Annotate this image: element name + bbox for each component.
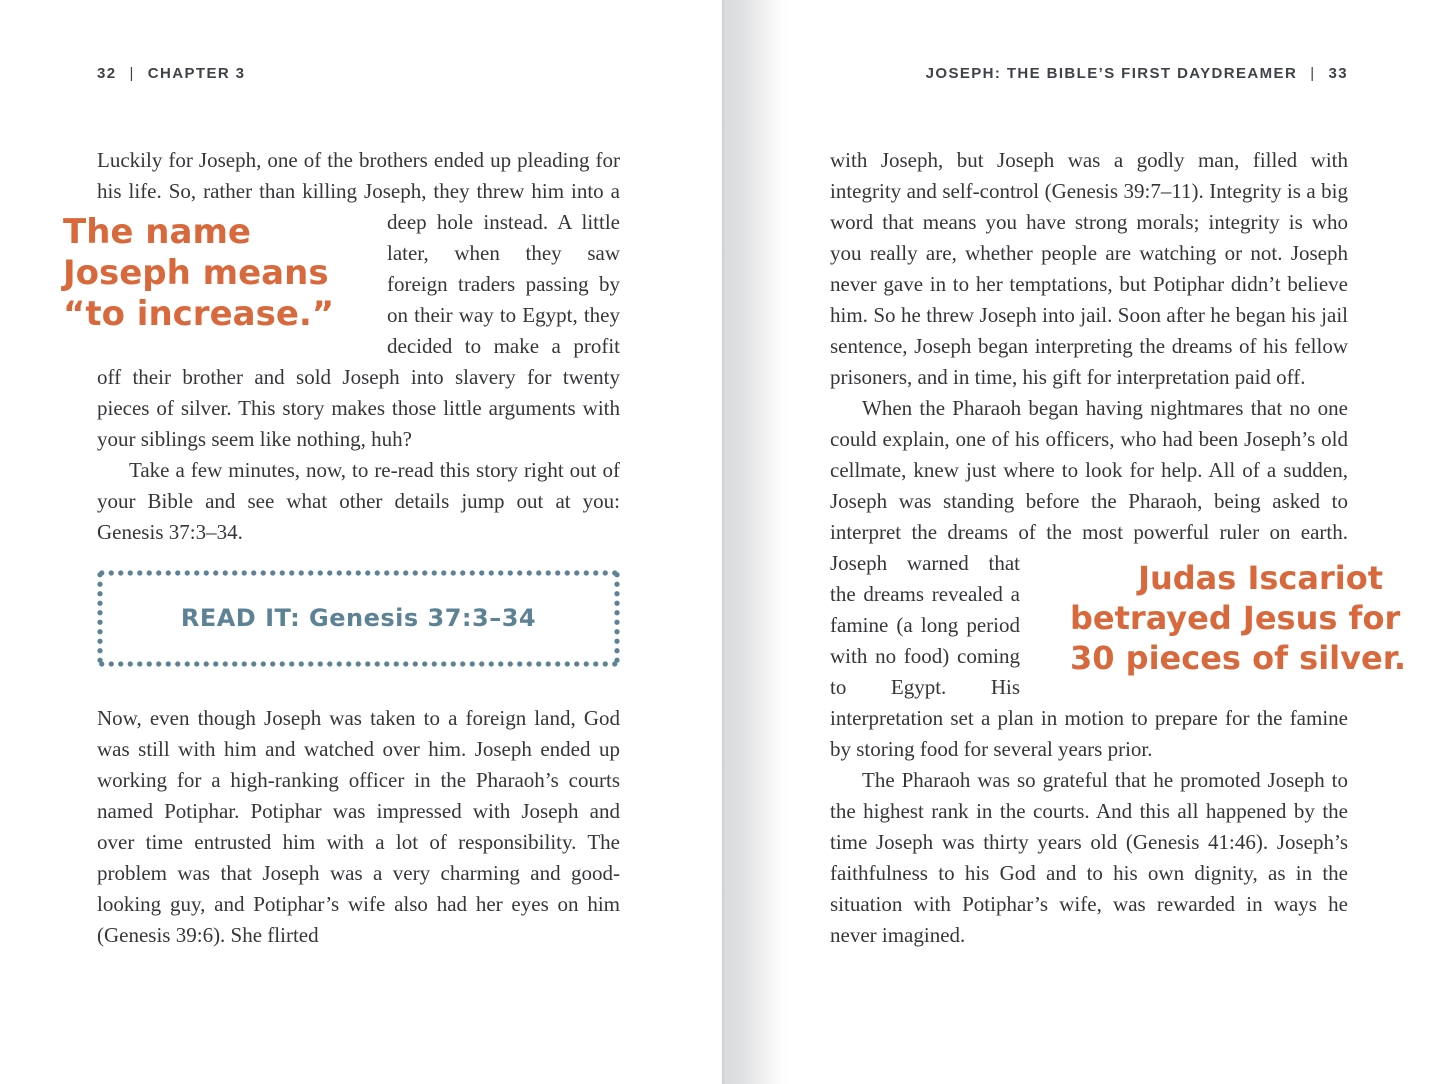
right-paragraph-2-before: When the Pharaoh began having nightmares that no one could explain, one of his officers, who had been Joseph’s old cellmate, knew just where to look for help. All of a sudden, Joseph was standing before the Pharaoh, being asked to interpret the dreams of the most powerful: [830, 396, 1348, 544]
pullquote-line: Joseph means: [63, 253, 329, 293]
right-paragraph-2-after: ruler on earth. Joseph warned that the dreams revealed a famine (a long period with no food) coming to Egypt. His interpretation set a plan in motion to prepare for the famine by storing food for several years prior.: [830, 520, 1348, 761]
pullquote-line: betrayed Jesus for: [1070, 599, 1401, 637]
right-paragraph-3: The Pharaoh was so grateful that he promoted Joseph to the highest rank in the courts. And this all happened by the time Joseph was thirty years old (Genesis 41:46). Joseph’s faithfulness to his God and to his own dignity, as in the situation with Potiphar’s wife, was rewarded in ways he never imagined.: [830, 768, 1348, 947]
header-separator: |: [129, 65, 135, 82]
read-it-label: READ IT: Genesis 37:3–34: [180, 604, 537, 632]
right-paragraph-1: with Joseph, but Joseph was a godly man, filled with integrity and self-control (Genesis 39:7–11). Integrity is a big word that means you have strong morals; integrity is who you really are, whether people are watching or not. Joseph never gave in to her temptations, but Potiphar didn’t believe him. So he threw Joseph into jail. Soon after he began his jail sentence, Joseph began interpreting the dreams of his fellow prisoners, and in time, his gift for interpretation paid off.: [830, 148, 1348, 389]
page-right: [792, 0, 1445, 1084]
page-left: [0, 0, 722, 1084]
running-title: JOSEPH: THE BIBLE’S FIRST DAYDREAMER: [925, 65, 1298, 82]
header-separator: |: [1310, 65, 1316, 82]
left-paragraph-2: Take a few minutes, now, to re-read this story right out of your Bible and see what other details jump out at you: Genesis 37:3–34.: [97, 458, 620, 544]
chapter-label: CHAPTER 3: [147, 65, 246, 82]
pullquote-line: The name: [63, 212, 251, 252]
left-page-header: [97, 64, 620, 83]
read-it-callout-box: [97, 570, 620, 667]
left-page-number: 32: [97, 65, 117, 82]
pullquote-joseph-means: [63, 212, 363, 335]
left-paragraph-1-before: Luckily for Joseph, one of the brothers ended up pleading for his life. So, rather than killing Joseph, they threw: [97, 148, 620, 203]
right-page-header: [830, 64, 1348, 83]
right-page-number: 33: [1328, 65, 1348, 82]
left-paragraph-1: [63, 145, 620, 455]
left-paragraph-1-after: him into a deep hole instead. A little later, when they saw foreign traders passing by on their way to Egypt, they decided to make a profit off their brother and sold Joseph into slavery for twenty pieces of silver. This story makes those little arguments with your siblings seem like nothing, huh?: [97, 179, 620, 451]
left-paragraph-3: Now, even though Joseph was taken to a foreign land, God was still with him and watched over him. Joseph ended up working for a high-ranking officer in the Pharaoh’s courts named Potiphar. Potiphar was impressed with Joseph and over time entrusted him with a lot of responsibility. The problem was that Joseph was a very charming and good-looking guy, and Potiphar’s wife also had her eyes on him (Genesis 39:6). She flirted: [97, 706, 620, 947]
right-paragraph-2: [830, 393, 1407, 765]
pullquote-line: Judas Iscariot: [1138, 559, 1383, 597]
page-gutter-shadow: [722, 0, 792, 1084]
pullquote-judas-iscariot: [1038, 558, 1407, 678]
pullquote-line: 30 pieces of silver.: [1070, 639, 1407, 677]
pullquote-line: “to increase.”: [63, 294, 335, 334]
left-page-body: [63, 145, 620, 951]
right-page-body: [830, 145, 1407, 951]
